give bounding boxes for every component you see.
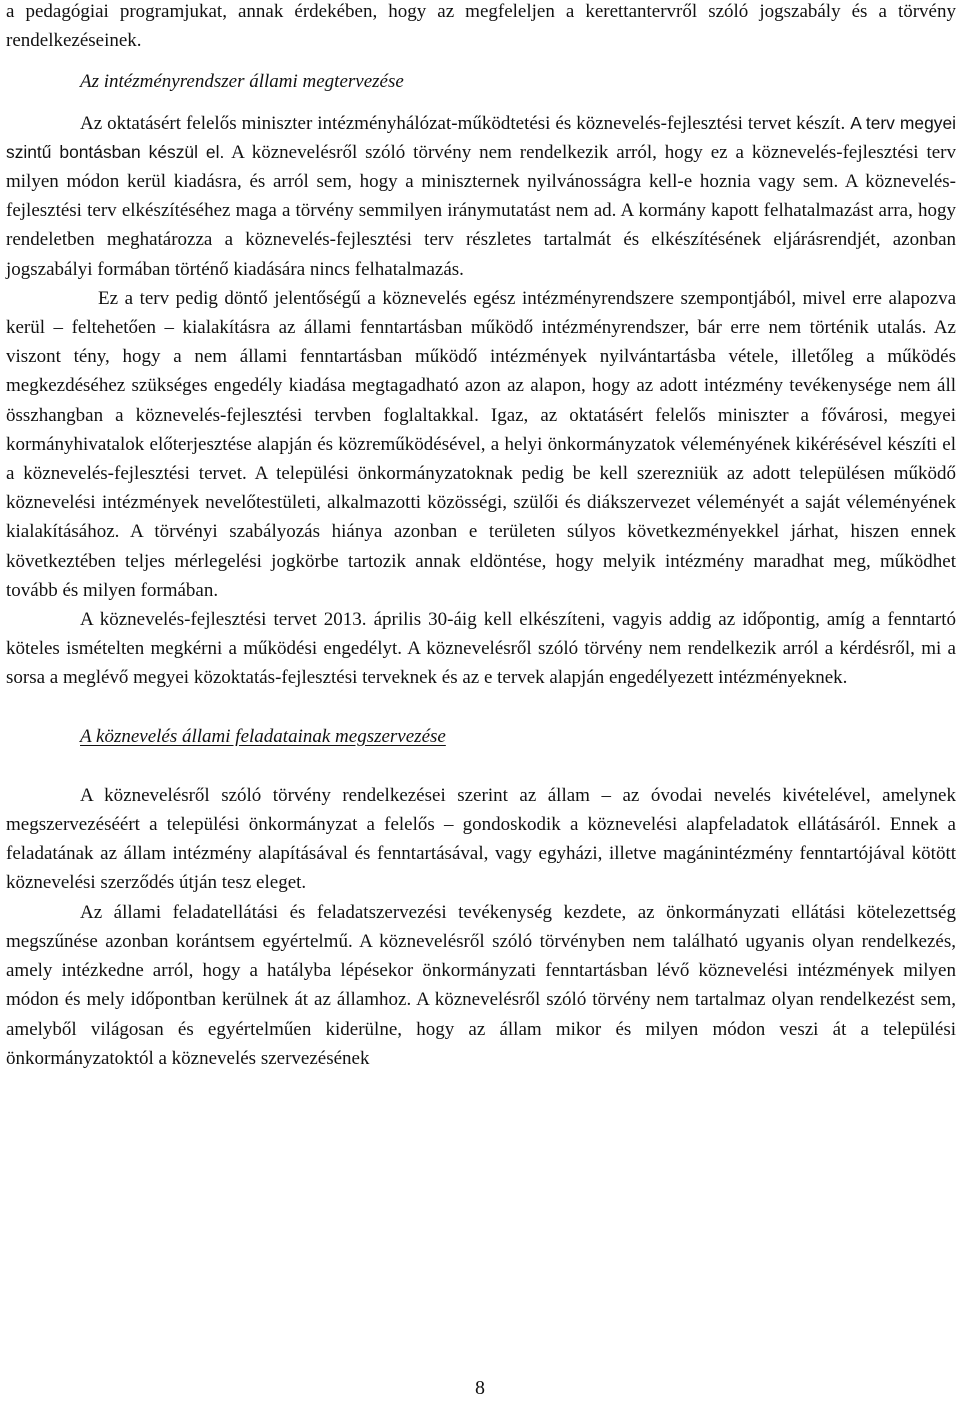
paragraph-transfer-uncertainty: Az állami feladatellátási és feladatszervezési tevékenység kezdete, az önkormányzati ellátási kötelezettség megszűnése azonban korántsem egyértelmű. A köznevelésről szóló törvényben nem található ugyanis olyan rendelkezés, amely intézkedne arról, hogy a hatályba lépésekor önkormányzati fenntartásban lévő köznevelési intézmények milyen módon és mely időpontban kerülnek át az államhoz. A köznevelésről szóló törvény nem tartalmaz olyan rendelkezést sem, amelyből világosan és egyértelműen kiderülne, hogy az állam mikor és milyen módon veszi át a települési önkormányzatoktól a köznevelés szervezésének	[6, 901, 956, 1069]
paragraph-plan-importance: Ez a terv pedig döntő jelentőségű a köznevelés egész intézményrendszere szempontjából, mivel erre alapozva kerül – feltehetően – kialakításra az állami fenntartásban működő intézményrendszer, bár erre nem történik utalás. Az viszont tény, hogy a nem állami fenntartásban működő intézmények nyilvántartásba vétele, illetőleg a működés megkezdéséhez szükséges engedély kiadása megtagadható azon az alapon, hogy az adott intézmény tevékenysége nem áll összhangban a köznevelés-fejlesztési tervben foglaltakkal. Igaz, az oktatásért felelős miniszter a fővárosi, megyei kormányhivatalok előterjesztése alapján és közreműködésével, a helyi önkormányzatok véleményének kikérésével készíti el a köznevelés-fejlesztési tervet. A települési önkormányzatoknak pedig be kell szerezniük az adott településen működő köznevelési intézmények nevelőtestületi, alkalmazotti közösségi, szülői és diákszervezet véleményét a saját véleményének kialakításához. A törvényi szabályozás hiánya azonban e területen súlyos következményekkel járhat, hiszen ennek következtében teljes mérlegelési jogkörbe tartozik annak eldöntése, hogy melyik intézmény maradhat meg, működhet tovább és milyen formában.	[6, 287, 956, 601]
paragraph-state-duties: A köznevelésről szóló törvény rendelkezései szerint az állam – az óvodai nevelés kivételével, amelynek megszervezéséért a települési önkormányzat a felelős – gondoskodik a köznevelési alapfeladatok ellátásáról. Ennek a feladatának az állam intézmény alapításával és fenntartásával, vagy egyházi, illetve magánintézmény fenntartójával kötött köznevelési szerződés útján tesz eleget.	[6, 784, 956, 894]
section-heading-state-tasks: A köznevelés állami feladatainak megszervezése	[80, 725, 446, 747]
paragraph-plan-text-b: A terv megyei szintű bontásban készül el.	[6, 112, 956, 162]
spacer	[6, 693, 956, 722]
section-heading-planning: Az intézményrendszer állami megtervezése	[80, 71, 404, 93]
page-number: 8	[475, 1377, 485, 1399]
paragraph-plan-text-a: Az oktatásért felelős miniszter intézményhálózat-működtetési és köznevelés-fejlesztési tervet készít.	[80, 112, 851, 134]
spacer	[6, 751, 956, 781]
spacer	[6, 97, 956, 109]
paragraph-plan-description	[6, 109, 956, 284]
intro-paragraph: a pedagógiai programjukat, annak érdekében, hogy az megfeleljen a kerettantervről szóló jogszabály és a törvény rendelkezéseinek.	[6, 1, 956, 52]
paragraph-plan-deadline: A köznevelés-fejlesztési tervet 2013. április 30-áig kell elkészíteni, vagyis addig az időpontig, amíg a fenntartó köteles ismételten megkérni a működési engedélyt. A köznevelésről szóló törvény nem rendelkezik arról a kérdésről, mi a sorsa a meglévő megyei közoktatás-fejlesztési terveknek és az e tervek alapján engedélyezett intézményeknek.	[6, 609, 956, 689]
paragraph-plan-text-c: A köznevelésről szóló törvény nem rendelkezik arról, hogy ez a köznevelés-fejlesztési terv milyen módon kerül kiadásra, és arról sem, hogy a miniszternek nyilvánosságra kell-e hoznia vagy sem. A köznevelés-fejlesztési terv elkészítéséhez maga a törvény semmilyen iránymutatást nem ad. A kormány kapott felhatalmazást arra, hogy rendeletben meghatározza a köznevelés-fejlesztési terv részletes tartalmát és elkészítésének eljárásrendjét, azonban jogszabályi formában történő kiadására nincs felhatalmazás.	[6, 141, 956, 280]
spacer	[6, 55, 956, 67]
